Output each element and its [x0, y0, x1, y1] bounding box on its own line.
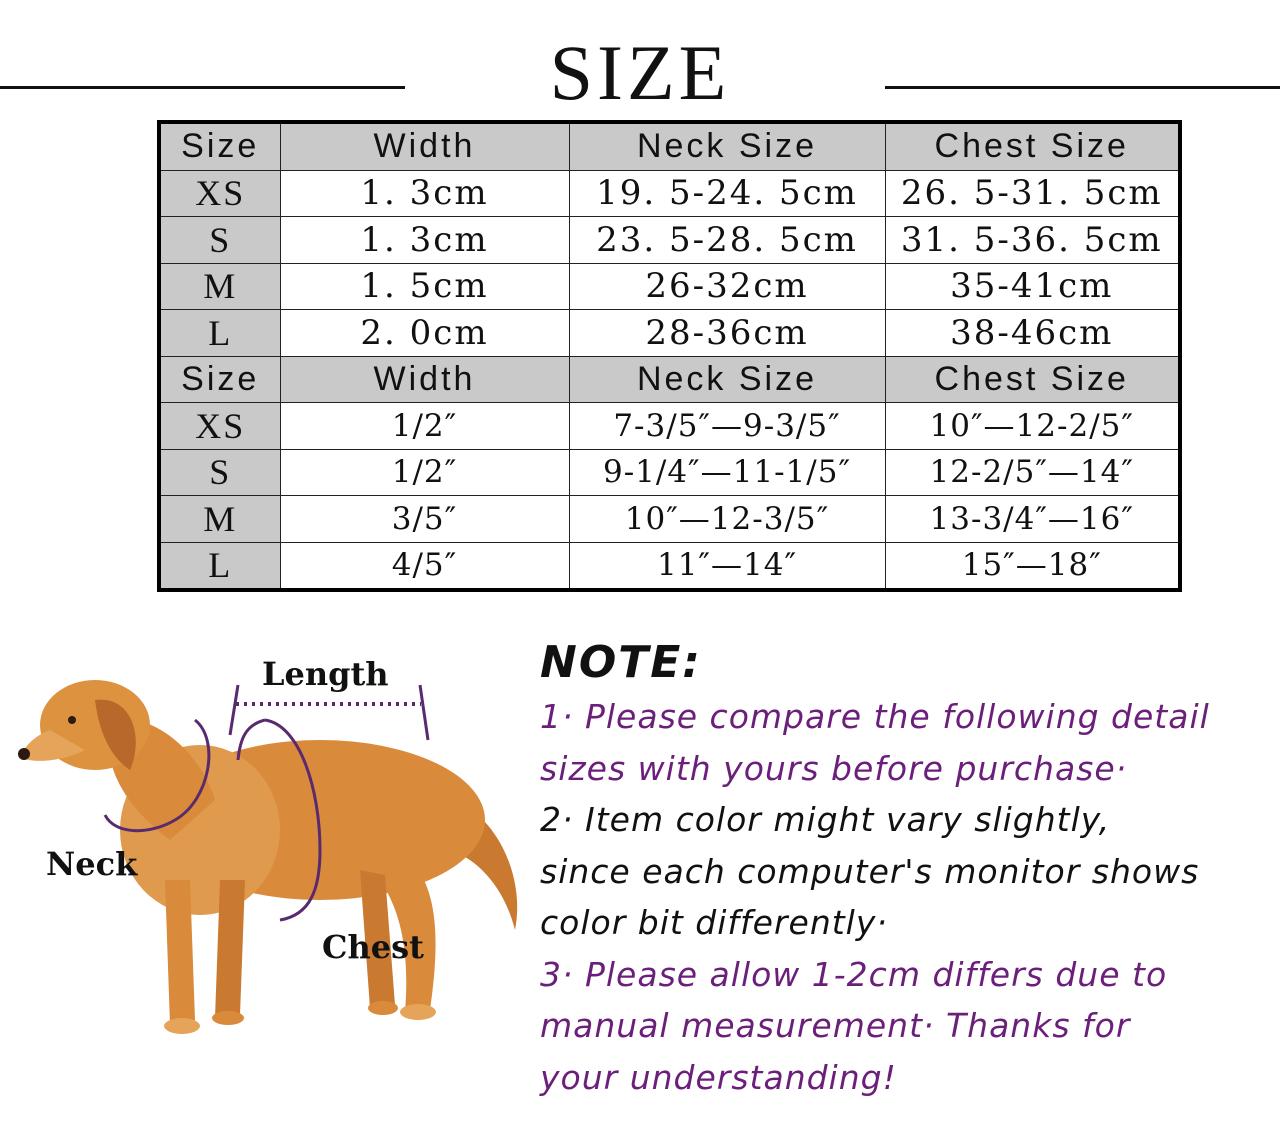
width-cell: 1/2″	[280, 403, 569, 450]
header-cell: Width	[280, 356, 569, 403]
chest-cell: 10″—12-2/5″	[885, 403, 1180, 450]
header-cell: Size	[159, 122, 280, 170]
neck-cell: 10″—12-3/5″	[569, 496, 885, 543]
neck-cell: 9-1/4″—11-1/5″	[569, 449, 885, 496]
table-row	[159, 170, 1180, 217]
size-table	[157, 120, 1182, 592]
neck-cell: 7-3/5″—9-3/5″	[569, 403, 885, 450]
length-end-tick	[420, 685, 428, 740]
chest-label: Chest	[322, 928, 424, 966]
table-row	[159, 449, 1180, 496]
width-cell: 1/2″	[280, 449, 569, 496]
width-cell: 2. 0cm	[280, 310, 569, 357]
chest-cell: 15″—18″	[885, 542, 1180, 590]
table-header-row-imperial	[159, 356, 1180, 403]
size-cell: L	[159, 310, 280, 357]
header-cell: Neck Size	[569, 356, 885, 403]
note-line: manual measurement· Thanks for	[540, 1006, 1131, 1045]
table-row	[159, 217, 1180, 264]
size-cell: M	[159, 496, 280, 543]
dog-measurement-diagram	[0, 640, 540, 1060]
note-section	[540, 635, 1275, 1103]
note-line: since each computer's monitor shows	[540, 851, 1200, 891]
note-line: 3· Please allow 1-2cm differs due to	[540, 954, 1168, 994]
width-cell: 3/5″	[280, 496, 569, 543]
size-cell: XS	[159, 403, 280, 450]
note-heading: NOTE:	[540, 637, 702, 688]
neck-cell: 26-32cm	[569, 263, 885, 310]
neck-label: Neck	[46, 845, 138, 883]
note-line: your understanding!	[540, 1057, 897, 1097]
width-cell: 1. 3cm	[280, 170, 569, 217]
neck-cell: 19. 5-24. 5cm	[569, 170, 885, 217]
neck-cell: 23. 5-28. 5cm	[569, 217, 885, 264]
size-cell: S	[159, 217, 280, 264]
note-line: color bit differently·	[540, 903, 888, 942]
neck-cell: 28-36cm	[569, 310, 885, 357]
page-title: SIZE	[549, 29, 731, 116]
chest-cell: 35-41cm	[885, 263, 1180, 310]
chest-cell: 31. 5-36. 5cm	[885, 217, 1180, 264]
size-cell: M	[159, 263, 280, 310]
header-cell: Width	[280, 122, 569, 170]
table-row	[159, 403, 1180, 450]
header-cell: Size	[159, 356, 280, 403]
chest-cell: 13-3/4″—16″	[885, 496, 1180, 543]
neck-cell: 11″—14″	[569, 542, 885, 590]
table-row	[159, 496, 1180, 543]
table-header-row-metric	[159, 122, 1180, 170]
chest-cell: 12-2/5″—14″	[885, 449, 1180, 496]
table-row	[159, 542, 1180, 590]
table-row	[159, 310, 1180, 357]
width-cell: 1. 5cm	[280, 263, 569, 310]
note-line: 2· Item color might vary slightly,	[540, 800, 1111, 839]
length-label: Length	[262, 655, 389, 693]
chest-cell: 38-46cm	[885, 310, 1180, 357]
table-row	[159, 263, 1180, 310]
size-cell: XS	[159, 170, 280, 217]
note-line: sizes with yours before purchase·	[540, 748, 1128, 788]
width-cell: 1. 3cm	[280, 217, 569, 264]
width-cell: 4/5″	[280, 542, 569, 590]
length-start-tick	[230, 685, 238, 735]
header-cell: Chest Size	[885, 122, 1180, 170]
note-line: 1· Please compare the following detail	[540, 697, 1210, 736]
header-cell: Neck Size	[569, 122, 885, 170]
header-cell: Chest Size	[885, 356, 1180, 403]
size-cell: S	[159, 449, 280, 496]
size-cell: L	[159, 542, 280, 590]
chest-cell: 26. 5-31. 5cm	[885, 170, 1180, 217]
